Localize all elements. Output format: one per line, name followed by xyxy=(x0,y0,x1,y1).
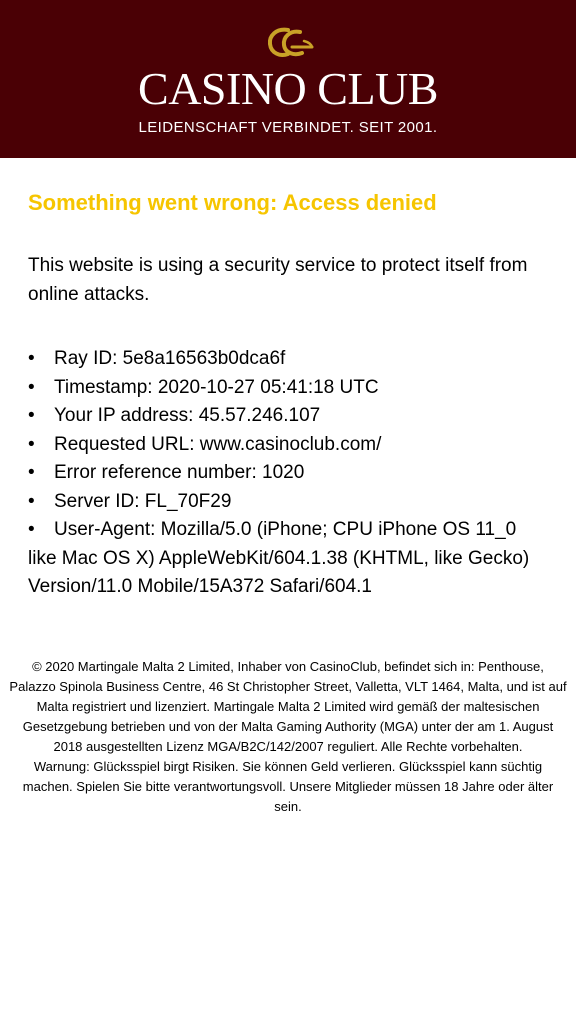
error-title: Something went wrong: Access denied xyxy=(28,190,437,215)
detail-ray-id xyxy=(28,345,548,374)
error-content xyxy=(0,188,576,602)
detail-requested-url xyxy=(28,431,548,460)
bullet: • xyxy=(28,405,35,426)
detail-text: Ray ID: 5e8a16563b0dca6f xyxy=(54,348,286,369)
bullet: • xyxy=(28,490,35,512)
error-details-list xyxy=(28,345,548,602)
detail-text: Server ID: FL_70F29 xyxy=(54,490,232,512)
detail-text: Requested URL: www.casinoclub.com/ xyxy=(54,433,382,455)
detail-text: Error reference number: 1020 xyxy=(54,462,305,483)
bullet: • xyxy=(28,433,35,455)
legal-footer xyxy=(0,657,576,817)
bullet: • xyxy=(28,348,35,369)
detail-ip-address xyxy=(28,402,548,431)
detail-server-id xyxy=(28,488,548,517)
detail-text: User-Agent: Mozilla/5.0 (iPhone; CPU iPhone OS 11_0 like Mac OS X) AppleWebKit/604.1.38 (KHTML, like Gecko) Version/11.0 Mobile/15A372 Safari/604.1 xyxy=(28,519,530,597)
brand-tagline: LEIDENSCHAFT VERBINDET. SEIT 2001. xyxy=(138,119,438,136)
gambling-warning: Warnung: Glücksspiel birgt Risiken. Sie können Geld verlieren. Glücksspiel kann süchtig machen. Spielen Sie bitte verantwortungsvoll. Unsere Mitglieder müssen 18 Jahre oder älter sein. xyxy=(22,758,554,814)
bullet: • xyxy=(28,376,35,398)
casino-club-logo-icon xyxy=(266,26,316,60)
detail-user-agent xyxy=(28,516,548,602)
detail-text: Timestamp: 2020-10-27 05:41:18 UTC xyxy=(54,376,379,398)
site-header xyxy=(0,0,576,158)
bullet: • xyxy=(28,462,35,483)
detail-timestamp xyxy=(28,374,548,403)
detail-text: Your IP address: 45.57.246.107 xyxy=(54,405,321,426)
error-description: This website is using a security service to protect itself from online attacks. xyxy=(28,255,528,305)
detail-error-reference xyxy=(28,459,548,488)
bullet: • xyxy=(28,519,35,540)
brand-name: CASINO CLUB xyxy=(138,63,438,114)
legal-notice: © 2020 Martingale Malta 2 Limited, Inhaber von CasinoClub, befindet sich in: Penthouse, Palazzo Spinola Business Centre, 46 St Christopher Street, Valletta, VLT 1464, Malta, und ist auf Malta registriert und lizenziert. Martingale Malta 2 Limited wird gemäß der maltesischen Gesetzgebung betrieben und von der Malta Gaming Authority (MGA) unter der am 1. August 2018 ausgestellten Lizenz MGA/B2C/142/2007 reguliert. Alle Rechte vorbehalten. xyxy=(9,658,567,754)
